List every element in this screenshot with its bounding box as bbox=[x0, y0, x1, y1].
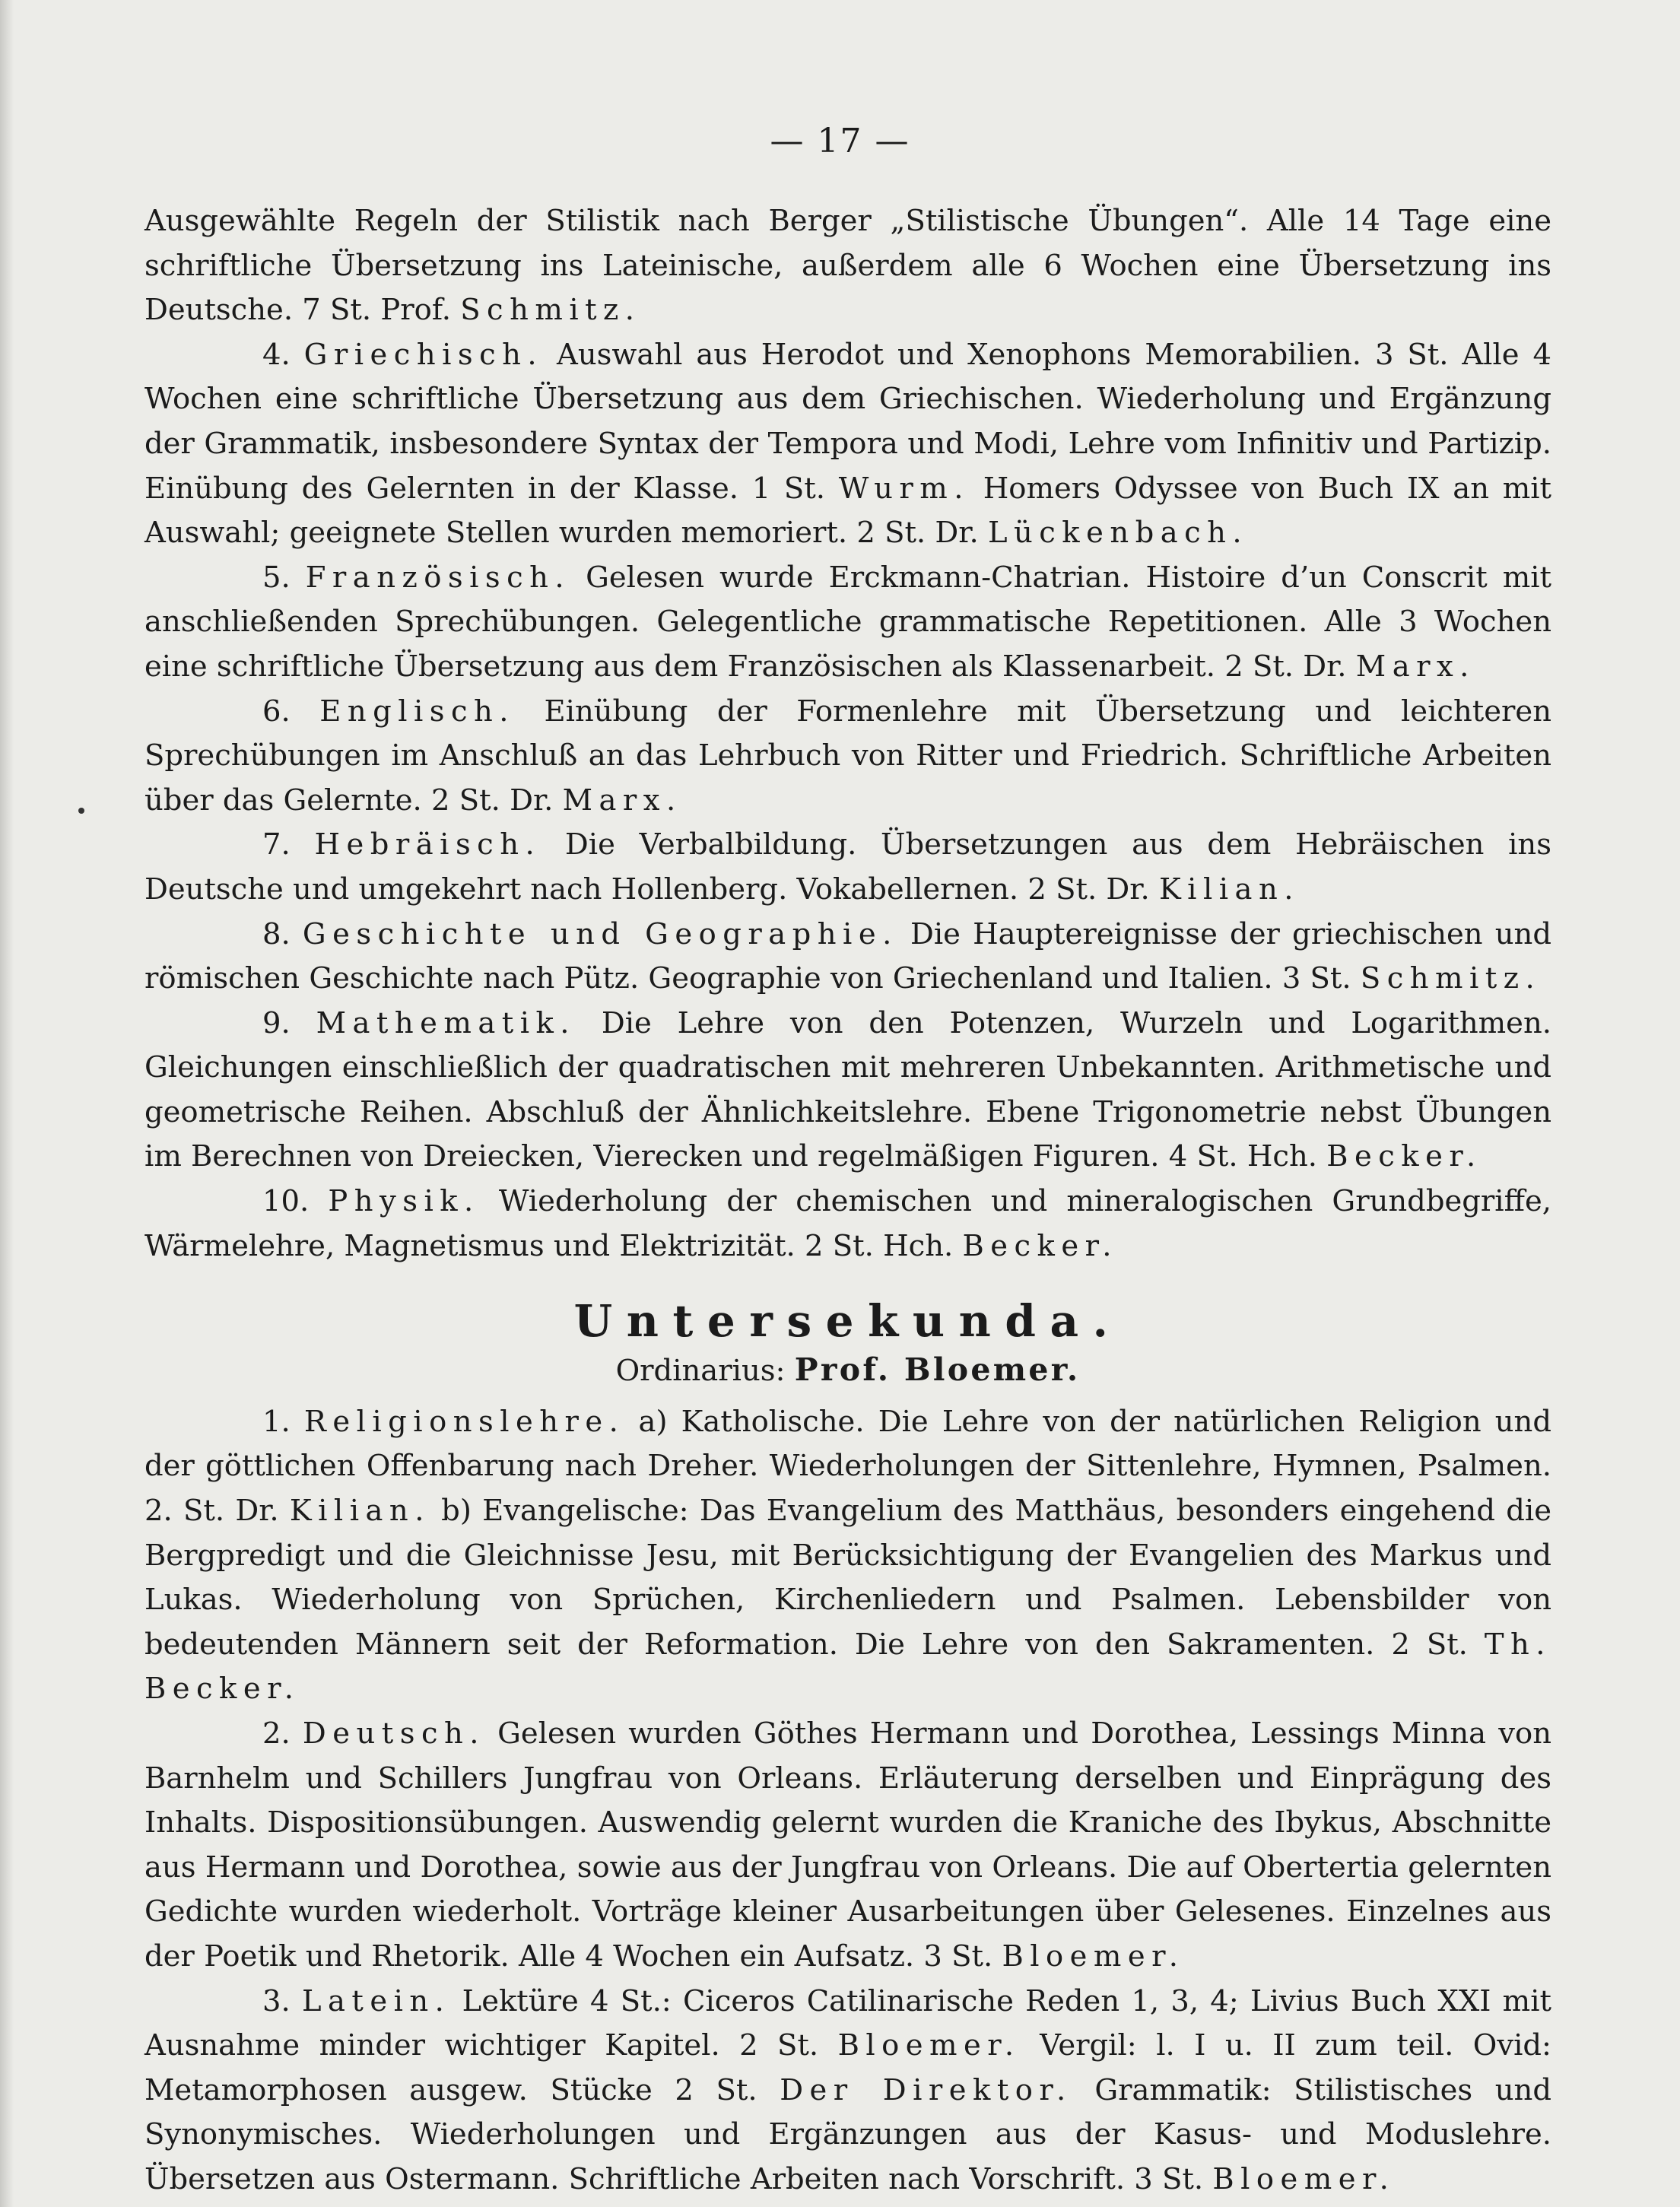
spaced-emphasis-text: Marx. bbox=[1355, 649, 1475, 684]
paragraph-text: Einübung der Formenlehre mit Übersetzung und leichteren Sprechübungen im Anschluß an das Lehrbuch von Ritter und Friedrich. Schriftliche Arbeiten über das Gelernte. 2 St. Dr. bbox=[144, 694, 1551, 818]
paragraph bbox=[144, 1400, 1551, 1712]
paragraph bbox=[144, 823, 1551, 912]
scan-edge-shadow bbox=[0, 0, 14, 2207]
spaced-emphasis-text: Religionslehre. bbox=[303, 1404, 625, 1439]
spaced-emphasis-text: Französisch. bbox=[305, 560, 571, 595]
spaced-emphasis-text: Lückenbach. bbox=[987, 516, 1249, 551]
spaced-emphasis-text: Bloemer. bbox=[1212, 2161, 1396, 2196]
paragraph-text: Die Verbalbildung. Übersetzungen aus dem Hebräischen ins Deutsche und umgekehrt nach Hollenberg. Vokabellernen. 2 St. Dr. bbox=[144, 827, 1551, 907]
body-text bbox=[144, 199, 1551, 2202]
paragraph-text: 8. bbox=[262, 916, 303, 951]
paragraph-text: b) Evangelische: Das Evangelium des Matthäus, besonders eingehend die Bergpredigt und die Gleichnisse Jesu, mit Berücksichtigung der Evangelien des Markus und Lukas. Wiederholung von Sprüchen, Kirchenliedern und Psalmen. Lebensbilder von bedeutenden Männern seit der Reformation. Die Lehre von den Sakramenten. 2 St. bbox=[144, 1494, 1551, 1662]
spaced-emphasis-text: Wurm. bbox=[838, 471, 970, 506]
paragraph-text: a) Katholische. Die Lehre von der natürlichen Religion und der göttlichen Offenbarung nach Dreher. Wiederholungen der Sittenlehre, Hymnen, Psalmen. 2. St. Dr. bbox=[144, 1404, 1551, 1529]
paragraph-text: Grammatik: Stilistisches und Synonymisches. Wiederholungen und Ergänzungen aus der Kasus- und Moduslehre. Übersetzen aus Ostermann. Schriftliche Arbeiten nach Vorschrift. 3 St. bbox=[144, 2072, 1551, 2196]
paragraph bbox=[144, 556, 1551, 690]
spaced-emphasis-text: Englisch. bbox=[319, 694, 516, 729]
spaced-emphasis-text: Hebräisch. bbox=[314, 827, 541, 862]
spaced-emphasis-text: Griechisch. bbox=[303, 337, 544, 372]
paragraph-text: 2. bbox=[262, 1716, 303, 1751]
spaced-emphasis-text: Deutsch. bbox=[302, 1716, 485, 1751]
paragraph-text: Die Lehre von den Potenzen, Wurzeln und Logarithmen. Gleichungen einschließlich der quadratischen mit mehreren Unbekannten. Arithmetische und geometrische Reihen. Abschluß der Ähnlichkeitslehre. Ebene Trigonometrie nebst Übungen im Berechnen von Dreiecken, Vierecken und regelmäßigen Figuren. 4 St. Hch. bbox=[144, 1005, 1551, 1174]
paragraph-text: Auswahl aus Herodot und Xenophons Memorabilien. 3 St. Alle 4 Wochen eine schriftliche Übersetzung aus dem Griechischen. Wiederholung und Ergänzung der Grammatik, insbesondere Syntax der Tempora und Modi, Lehre vom Infinitiv und Partizip. Einübung des Gelernten in der Klasse. 1 St. bbox=[144, 337, 1552, 506]
paragraph bbox=[144, 1980, 1551, 2202]
ordinarius-name: Prof. Bloemer. bbox=[794, 1351, 1081, 1389]
paragraph bbox=[144, 913, 1551, 1002]
paragraph-text: 6. bbox=[262, 694, 320, 729]
paragraph-text: 5. bbox=[262, 560, 306, 595]
paragraph bbox=[144, 333, 1551, 556]
paragraph-text: 10. bbox=[262, 1184, 329, 1219]
paragraph-text: 7. bbox=[262, 827, 315, 862]
paragraph-text: 3. bbox=[262, 1983, 302, 2018]
spaced-emphasis-text: Becker. bbox=[962, 1228, 1118, 1263]
section-heading: Untersekunda. bbox=[573, 1295, 1123, 1348]
paragraph bbox=[144, 199, 1551, 333]
spaced-emphasis-text: Latein. bbox=[301, 1983, 451, 2018]
spaced-emphasis-text: Marx. bbox=[562, 783, 682, 818]
paragraph-text: Lektüre 4 St.: Ciceros Catilinarische Reden 1, 3, 4; Livius Buch XXI mit Ausnahme minder wichtiger Kapitel. 2 St. bbox=[144, 1983, 1551, 2063]
paragraph-text: 1. bbox=[262, 1404, 304, 1439]
spaced-emphasis-text: Bloemer. bbox=[1002, 1939, 1185, 1974]
paragraphs-before-section bbox=[144, 199, 1551, 1269]
paragraph bbox=[144, 1180, 1551, 1269]
spaced-emphasis-text: Der Direktor. bbox=[780, 2072, 1072, 2107]
paragraph-text: Wiederholung der chemischen und mineralogischen Grundbegriffe, Wärmelehre, Magnetismus und Elektrizität. 2 St. Hch. bbox=[144, 1184, 1551, 1263]
paragraph bbox=[144, 690, 1551, 824]
paragraph-text: Vergil: l. I u. II zum teil. Ovid: Metamorphosen ausgew. Stücke 2 St. bbox=[144, 2028, 1552, 2107]
margin-mark bbox=[78, 808, 84, 814]
spaced-emphasis-text: Becker. bbox=[1326, 1139, 1482, 1174]
paragraph-text: 9. bbox=[262, 1005, 316, 1040]
spaced-emphasis-text: Geschichte und Geographie. bbox=[302, 916, 898, 951]
spaced-emphasis-text: Physik. bbox=[328, 1184, 480, 1219]
paragraph-text: Gelesen wurden Göthes Hermann und Dorothea, Lessings Minna von Barnhelm und Schillers Jungfrau von Orleans. Erläuterung derselben und Einprägung des Inhalts. Dispositionsübungen. Auswendig gelernt wurden die Kraniche des Ibykus, Abschnitte aus Hermann und Dorothea, sowie aus der Jungfrau von Orleans. Die auf Obertertia gelernten Gedichte wurden wiederholt. Vorträge kleiner Ausarbeitungen über Gelesenes. Einzelnes aus der Poetik und Rhetorik. Alle 4 Wochen ein Aufsatz. 3 St. bbox=[144, 1716, 1551, 1974]
spaced-emphasis-text: Schmitz. bbox=[460, 293, 641, 328]
spaced-emphasis-text: Kilian. bbox=[289, 1494, 430, 1529]
paragraph-text: Ausgewählte Regeln der Stilistik nach Berger „Stilistische Übungen“. Alle 14 Tage eine schriftliche Übersetzung ins Lateinische, außerdem alle 6 Wochen eine Übersetzung ins Deutsche. 7 St. Prof. bbox=[144, 204, 1551, 328]
paragraph-text: Homers Odyssee von Buch IX an mit Auswahl; geeignete Stellen wurden memoriert. 2 St. Dr. bbox=[144, 471, 1551, 551]
paragraph-text: 4. bbox=[262, 337, 304, 372]
spaced-emphasis-text: Bloemer. bbox=[837, 2028, 1021, 2063]
page-number: — 17 — bbox=[770, 122, 910, 160]
spaced-emphasis-text: Mathematik. bbox=[316, 1005, 576, 1040]
spaced-emphasis-text: Th. Becker. bbox=[144, 1627, 1551, 1707]
spaced-emphasis-text: Schmitz. bbox=[1360, 961, 1542, 996]
ordinarius-label: Ordinarius: bbox=[615, 1354, 795, 1389]
paragraph bbox=[144, 1712, 1551, 1980]
paragraph-text: Die Hauptereignisse der griechischen und römischen Geschichte nach Pütz. Geographie von Griechenland und Italien. 3 St. bbox=[144, 916, 1551, 996]
paragraphs-after-section bbox=[144, 1400, 1551, 2202]
paragraph-text: Gelesen wurde Erckmann-Chatrian. Histoire d’un Conscrit mit anschließenden Sprechübungen. Gelegentliche grammatische Repetitionen. Alle 3 Wochen eine schriftliche Übersetzung aus dem Französischen als Klassenarbeit. 2 St. Dr. bbox=[144, 560, 1551, 684]
ordinarius-line bbox=[144, 1348, 1551, 1394]
paragraph bbox=[144, 1002, 1551, 1180]
spaced-emphasis-text: Kilian. bbox=[1158, 872, 1300, 907]
